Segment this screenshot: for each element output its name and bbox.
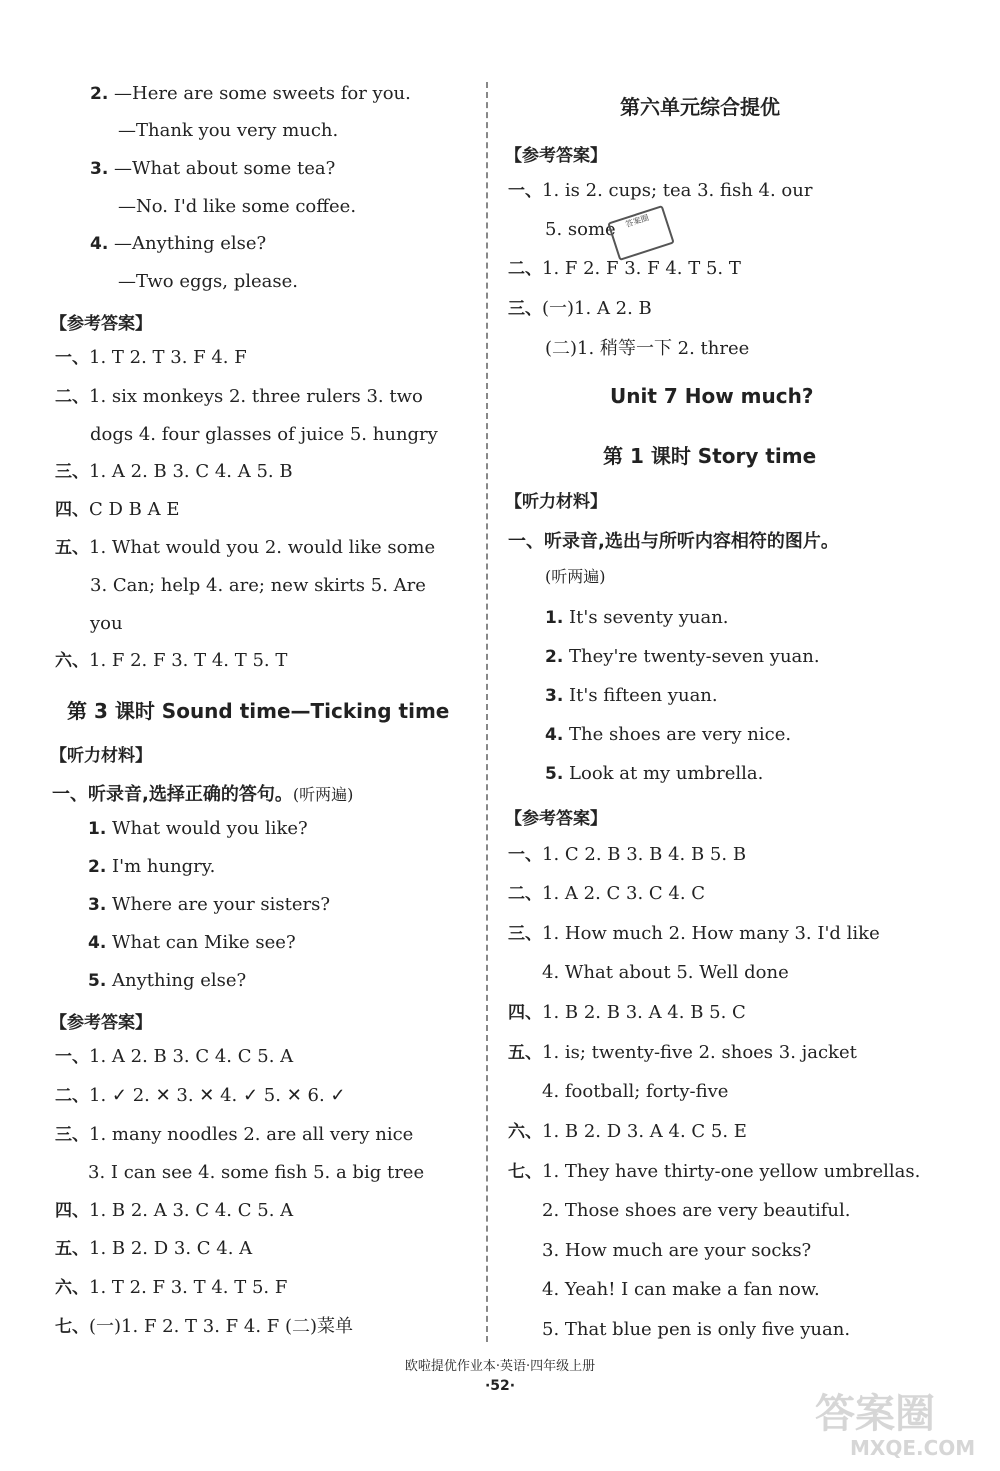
answers-label: 【参考答案】 [50, 314, 152, 334]
listening-item: 3. It's fifteen yuan. [545, 685, 718, 706]
answer-line: 七、(一)1. F 2. T 3. F 4. F (二)菜单 [55, 1316, 354, 1337]
listening-label: 【听力材料】 [50, 746, 152, 766]
answer-line: 4. football; forty-five [542, 1081, 729, 1102]
watermark-stamp: 答案圈 [607, 205, 675, 261]
listening-label: 【听力材料】 [505, 492, 607, 512]
listening-item: 1. It's seventy yuan. [545, 607, 729, 628]
dialogue-line: —Thank you very much. [118, 120, 339, 141]
answer-line: 2. Those shoes are very beautiful. [542, 1200, 851, 1221]
listening-item: 4. What can Mike see? [88, 932, 296, 953]
watermark-logo: 答案圈 [815, 1391, 935, 1437]
answers-label: 【参考答案】 [505, 146, 607, 166]
answer-line: 一、1. is 2. cups; tea 3. fish 4. our [508, 180, 813, 201]
unit-title: Unit 7 How much? [610, 384, 814, 408]
listening-note: (听两遍) [545, 567, 606, 586]
answer-line: 一、1. T 2. T 3. F 4. F [55, 347, 247, 368]
dialogue-line: —No. I'd like some coffee. [118, 196, 357, 217]
answer-line: 三、1. many noodles 2. are all very nice [55, 1124, 414, 1145]
answer-line: 四、1. B 2. B 3. A 4. B 5. C [508, 1002, 746, 1023]
answer-line: 七、1. They have thirty-one yellow umbrellas. [508, 1161, 921, 1182]
listening-item: 2. I'm hungry. [88, 856, 216, 877]
answer-line: 二、1. A 2. C 3. C 4. C [508, 883, 706, 904]
listening-item: 2. They're twenty-seven yuan. [545, 646, 820, 667]
dialogue-line: 2. —Here are some sweets for you. [90, 83, 411, 104]
answer-line: 一、1. A 2. B 3. C 4. C 5. A [55, 1046, 294, 1067]
listening-item: 4. The shoes are very nice. [545, 724, 792, 745]
footer-book-title: 欧啦提优作业本·英语·四年级上册 [404, 1359, 596, 1374]
listening-item: 1. What would you like? [88, 818, 308, 839]
answer-line: you [90, 613, 123, 634]
answer-line: 一、1. C 2. B 3. B 4. B 5. B [508, 844, 747, 865]
listening-item: 5. Anything else? [88, 970, 247, 991]
answer-line: 四、1. B 2. A 3. C 4. C 5. A [55, 1200, 294, 1221]
answer-line: 六、1. B 2. D 3. A 4. C 5. E [508, 1121, 747, 1142]
answer-line: 5. some [545, 219, 616, 240]
answer-line: 六、1. F 2. F 3. T 4. T 5. T [55, 650, 288, 671]
dialogue-line: —Two eggs, please. [118, 271, 298, 292]
answer-line: 五、1. What would you 2. would like some [55, 537, 436, 558]
listening-prompt: 一、听录音,选择正确的答句。(听两遍) [52, 784, 354, 805]
answer-line: dogs 4. four glasses of juice 5. hungry [90, 424, 438, 445]
listening-item: 3. Where are your sisters? [88, 894, 330, 915]
dialogue-line: 3. —What about some tea? [90, 158, 336, 179]
column-divider [486, 82, 488, 1342]
watermark-url: MXQE.COM [850, 1436, 976, 1460]
answers-label: 【参考答案】 [505, 809, 607, 829]
dialogue-line: 4. —Anything else? [90, 233, 267, 254]
answer-line: 五、1. is; twenty-five 2. shoes 3. jacket [508, 1042, 857, 1063]
listening-prompt: 一、听录音,选出与所听内容相符的图片。 [508, 531, 839, 552]
answer-line: 4. Yeah! I can make a fan now. [542, 1279, 820, 1300]
answers-label: 【参考答案】 [50, 1013, 152, 1033]
lesson-title: 第 1 课时 Story time [603, 444, 817, 468]
answer-line: (二)1. 稍等一下 2. three [545, 338, 750, 359]
listening-item: 5. Look at my umbrella. [545, 763, 764, 784]
lesson-title: 第 3 课时 Sound time—Ticking time [67, 699, 450, 723]
answer-line: 三、(一)1. A 2. B [508, 298, 652, 319]
answer-line: 二、1. ✓ 2. ✕ 3. ✕ 4. ✓ 5. ✕ 6. ✓ [55, 1085, 346, 1106]
answer-line: 3. I can see 4. some fish 5. a big tree [88, 1162, 425, 1183]
answer-line: 三、1. A 2. B 3. C 4. A 5. B [55, 461, 293, 482]
answer-line: 六、1. T 2. F 3. T 4. T 5. F [55, 1277, 288, 1298]
answer-line: 二、1. six monkeys 2. three rulers 3. two [55, 386, 423, 407]
answer-line: 五、1. B 2. D 3. C 4. A [55, 1238, 253, 1259]
answer-line: 二、1. F 2. F 3. F 4. T 5. T [508, 258, 741, 279]
answer-line: 4. What about 5. Well done [542, 962, 789, 983]
page-number: ·52· [484, 1378, 516, 1394]
answer-line: 四、C D B A E [55, 499, 180, 520]
answer-line: 3. Can; help 4. are; new skirts 5. Are [90, 575, 426, 596]
answer-line: 三、1. How much 2. How many 3. I'd like [508, 923, 880, 944]
answer-line: 3. How much are your socks? [542, 1240, 812, 1261]
answer-line: 5. That blue pen is only five yuan. [542, 1319, 851, 1340]
unit-review-title: 第六单元综合提优 [620, 95, 780, 119]
